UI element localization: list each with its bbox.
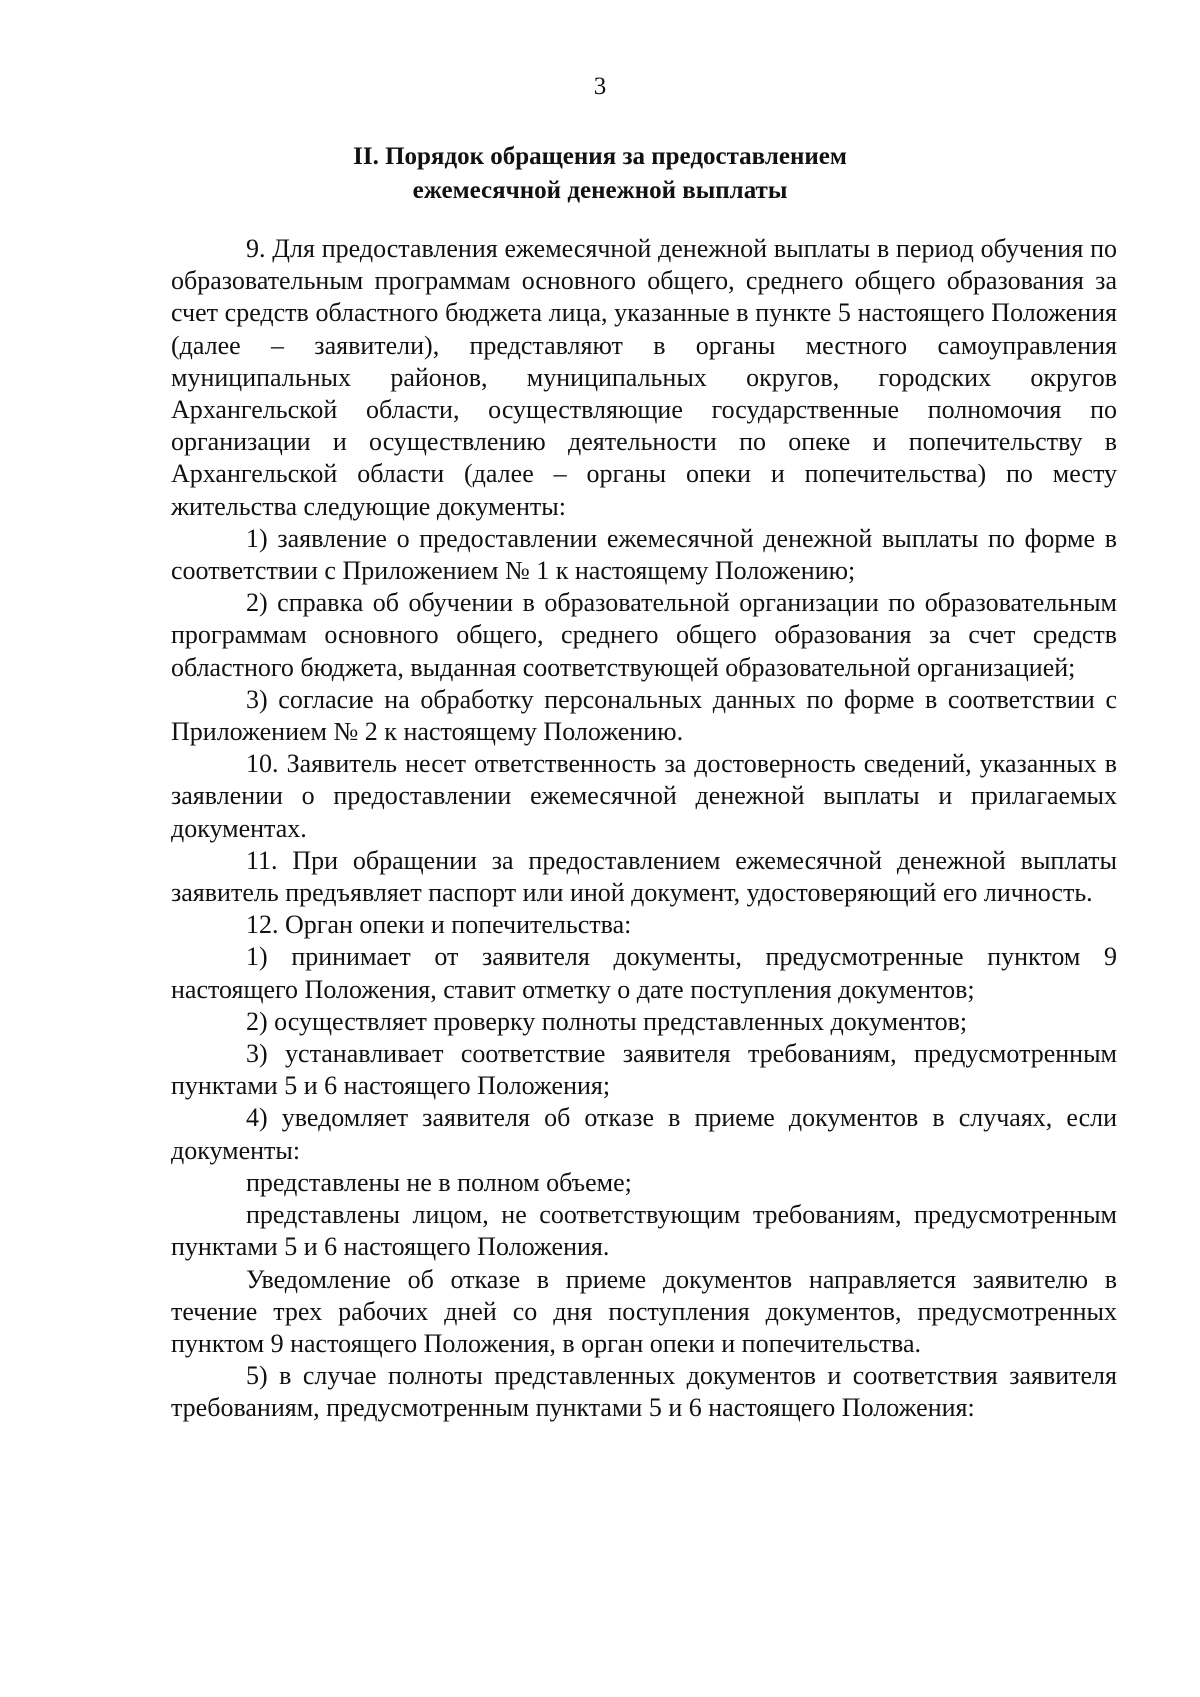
paragraph-subitem-2: 2) справка об обучении в образовательной организации по образовательным программам основного общего, среднего общего образования за счет средств областного бюджета, выданная соответствующей образовательной организацией; (171, 588, 1117, 682)
paragraph-item-12-subitem-4: 4) уведомляет заявителя об отказе в приеме документов в случаях, если документы: (171, 1103, 1117, 1165)
paragraph-subitem-3: 3) согласие на обработку персональных данных по форме в соответствии с Приложением № 2 к настоящему Положению. (171, 684, 1117, 747)
paragraph-item-11: 11. При обращении за предоставлением ежемесячной денежной выплаты заявитель предъявляет паспорт или иной документ, удостоверяющий его личность. (171, 845, 1117, 908)
paragraph-refusal-notice: Уведомление об отказе в приеме документов направляется заявителю в течение трех рабочих дней со дня поступления документов, предусмотренных пунктом 9 настоящего Положения, в орган опеки и попечительства. (171, 1264, 1117, 1358)
section-heading-line-1: II. Порядок обращения за предоставлением (353, 143, 847, 170)
paragraph-subitem-1: 1) заявление о предоставлении ежемесячной денежной выплаты по форме в соответствии с Приложением № 1 к настоящему Положению; (171, 523, 1117, 586)
paragraph-item-10: 10. Заявитель несет ответственность за достоверность сведений, указанных в заявлении о предоставлении ежемесячной денежной выплаты и прилагаемых документах. (171, 749, 1117, 843)
paragraph-refusal-reason-1: представлены не в полном объеме; (246, 1167, 632, 1197)
document-body (171, 233, 1117, 1425)
paragraph-item-12-subitem-3: 3) устанавливает соответствие заявителя требованиям, предусмотренным пунктами 5 и 6 настоящего Положения; (171, 1039, 1117, 1101)
page-number: 3 (593, 73, 607, 100)
paragraph-item-12-subitem-5: 5) в случае полноты представленных документов и соответствия заявителя требованиям, предусмотренным пунктами 5 и 6 настоящего Положения: (171, 1361, 1117, 1423)
paragraph-item-12: 12. Орган опеки и попечительства: (246, 910, 632, 940)
paragraph-item-12-subitem-2: 2) осуществляет проверку полноты представленных документов; (246, 1006, 968, 1036)
section-heading-line-2: ежемесячной денежной выплаты (412, 177, 788, 204)
paragraph-refusal-reason-2: представлены лицом, не соответствующим требованиям, предусмотренным пунктами 5 и 6 настоящего Положения. (171, 1200, 1117, 1262)
paragraph-item-12-subitem-1: 1) принимает от заявителя документы, предусмотренные пунктом 9 настоящего Положения, ставит отметку о дате поступления документов; (171, 942, 1117, 1004)
paragraph-item-9: 9. Для предоставления ежемесячной денежной выплаты в период обучения по образовательным программам основного общего, среднего общего образования за счет средств областного бюджета лица, указанные в пункте 5 настоящего Положения (далее – заявители), представляют в органы местного самоуправления муниципальных районов, муниципальных округов, городских округов Архангельской области, осуществляющие государственные полномочия по организации и осуществлению деятельности по опеке и попечительству в Архангельской области (далее – органы опеки и попечительства) по месту жительства следующие документы: (171, 234, 1117, 521)
section-heading (0, 140, 1200, 208)
